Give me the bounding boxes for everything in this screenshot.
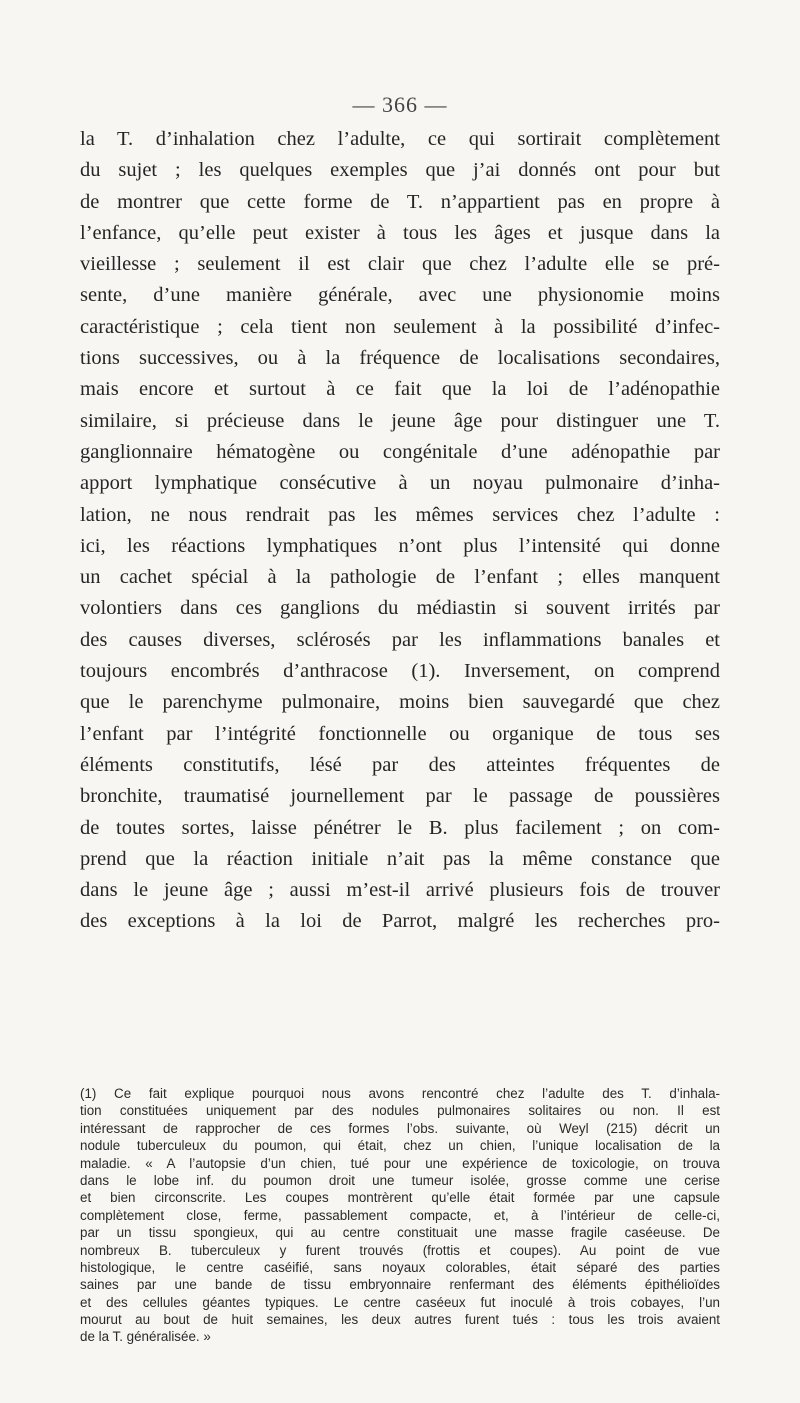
body-line: tions successives, ou à la fréquence de localisations secondaires, [80, 347, 720, 370]
body-line: caractéristique ; cela tient non seulement à la possibilité d’infec- [80, 315, 720, 338]
body-line: des exceptions à la loi de Parrot, malgré les recherches pro- [80, 910, 720, 933]
footnote-line: complètement close, ferme, passablement compacte, et, à l’intérieur de celle-ci, [80, 1207, 720, 1223]
body-line: mais encore et surtout à ce fait que la loi de l’adénopathie [80, 378, 720, 401]
body-line: vieillesse ; seulement il est clair que chez l’adulte elle se pré- [80, 253, 720, 276]
body-line: apport lymphatique consécutive à un noyau pulmonaire d’inha- [80, 472, 720, 495]
body-line: des causes diverses, sclérosés par les inflammations banales et [80, 628, 720, 651]
body-line: la T. d’inhalation chez l’adulte, ce qui sortirait complètement [80, 128, 720, 150]
main-text-block [80, 124, 720, 938]
body-line: bronchite, traumatisé journellement par le passage de poussières [80, 785, 720, 808]
footnote-line: et des cellules géantes typiques. Le centre caséeux fut inoculé à trois cobayes, l’un [80, 1294, 720, 1310]
footnote-line: (1) Ce fait explique pourquoi nous avons rencontré chez l’adulte des T. d’inhala- [80, 1086, 720, 1101]
page-number: — 366 — [352, 92, 448, 117]
body-line: l’enfant par l’intégrité fonctionnelle ou organique de tous ses [80, 722, 720, 745]
footnote-block [80, 1085, 720, 1346]
footnote-line: tion constituées uniquement par des nodules pulmonaires solitaires ou non. Il est [80, 1103, 720, 1119]
body-line: que le parenchyme pulmonaire, moins bien sauvegardé que chez [80, 691, 720, 714]
body-line: sente, d’une manière générale, avec une physionomie moins [80, 284, 720, 307]
footnote-line: nodule tuberculeux du poumon, qui était, chez un chien, l’unique localisation de la [80, 1138, 720, 1154]
body-line: de toutes sortes, laisse pénétrer le B. plus facilement ; on com- [80, 816, 720, 839]
body-line: l’enfance, qu’elle peut exister à tous les âges et jusque dans la [80, 221, 720, 244]
body-line: similaire, si précieuse dans le jeune âge pour distinguer une T. [80, 409, 720, 432]
footnote-line: saines par une bande de tissu embryonnaire renfermant des éléments épithélioïdes [80, 1277, 720, 1293]
body-line: du sujet ; les quelques exemples que j’ai donnés ont pour but [80, 159, 720, 182]
body-line: ganglionnaire hématogène ou congénitale d’une adénopathie par [80, 440, 720, 463]
body-line: prend que la réaction initiale n’ait pas la même constance que [80, 847, 720, 870]
footnote-line: dans le lobe inf. du poumon droit une tumeur isolée, grosse comme une cerise [80, 1172, 720, 1188]
footnote-line: et bien circonscrite. Les coupes montrèrent qu’elle était formée par une capsule [80, 1190, 720, 1206]
footnote-line: intéressant de rapprocher de ces formes l’obs. suivante, où Weyl (215) décrit un [80, 1120, 720, 1136]
footnote-line: histologique, le centre caséifié, sans noyaux colorables, était séparé des parties [80, 1259, 720, 1275]
footnote-line: mourut au bout de huit semaines, les deux autres furent tués : tous les trois avaient [80, 1312, 720, 1328]
body-line: un cachet spécial à la pathologie de l’enfant ; elles manquent [80, 566, 720, 589]
body-line: lation, ne nous rendrait pas les mêmes services chez l’adulte : [80, 503, 720, 526]
footnote-line: maladie. « A l’autopsie d’un chien, tué pour une expérience de toxicologie, on trouva [80, 1155, 720, 1171]
footnote-line: par un tissu spongieux, qui au centre constituait une masse fragile caséeuse. De [80, 1225, 720, 1241]
footnote-line: de la T. généralisée. » [80, 1329, 211, 1345]
body-line: de montrer que cette forme de T. n’appartient pas en propre à [80, 190, 720, 213]
body-line: volontiers dans ces ganglions du médiastin si souvent irrités par [80, 597, 720, 620]
body-line: éléments constitutifs, lésé par des atteintes fréquentes de [80, 753, 720, 776]
body-line: dans le jeune âge ; aussi m’est-il arrivé plusieurs fois de trouver [80, 879, 720, 902]
body-line: ici, les réactions lymphatiques n’ont plus l’intensité qui donne [80, 534, 720, 557]
footnote-line: nombreux B. tuberculeux y furent trouvés (frottis et coupes). Au point de vue [80, 1242, 720, 1258]
body-line: toujours encombrés d’anthracose (1). Inversement, on comprend [80, 660, 720, 683]
